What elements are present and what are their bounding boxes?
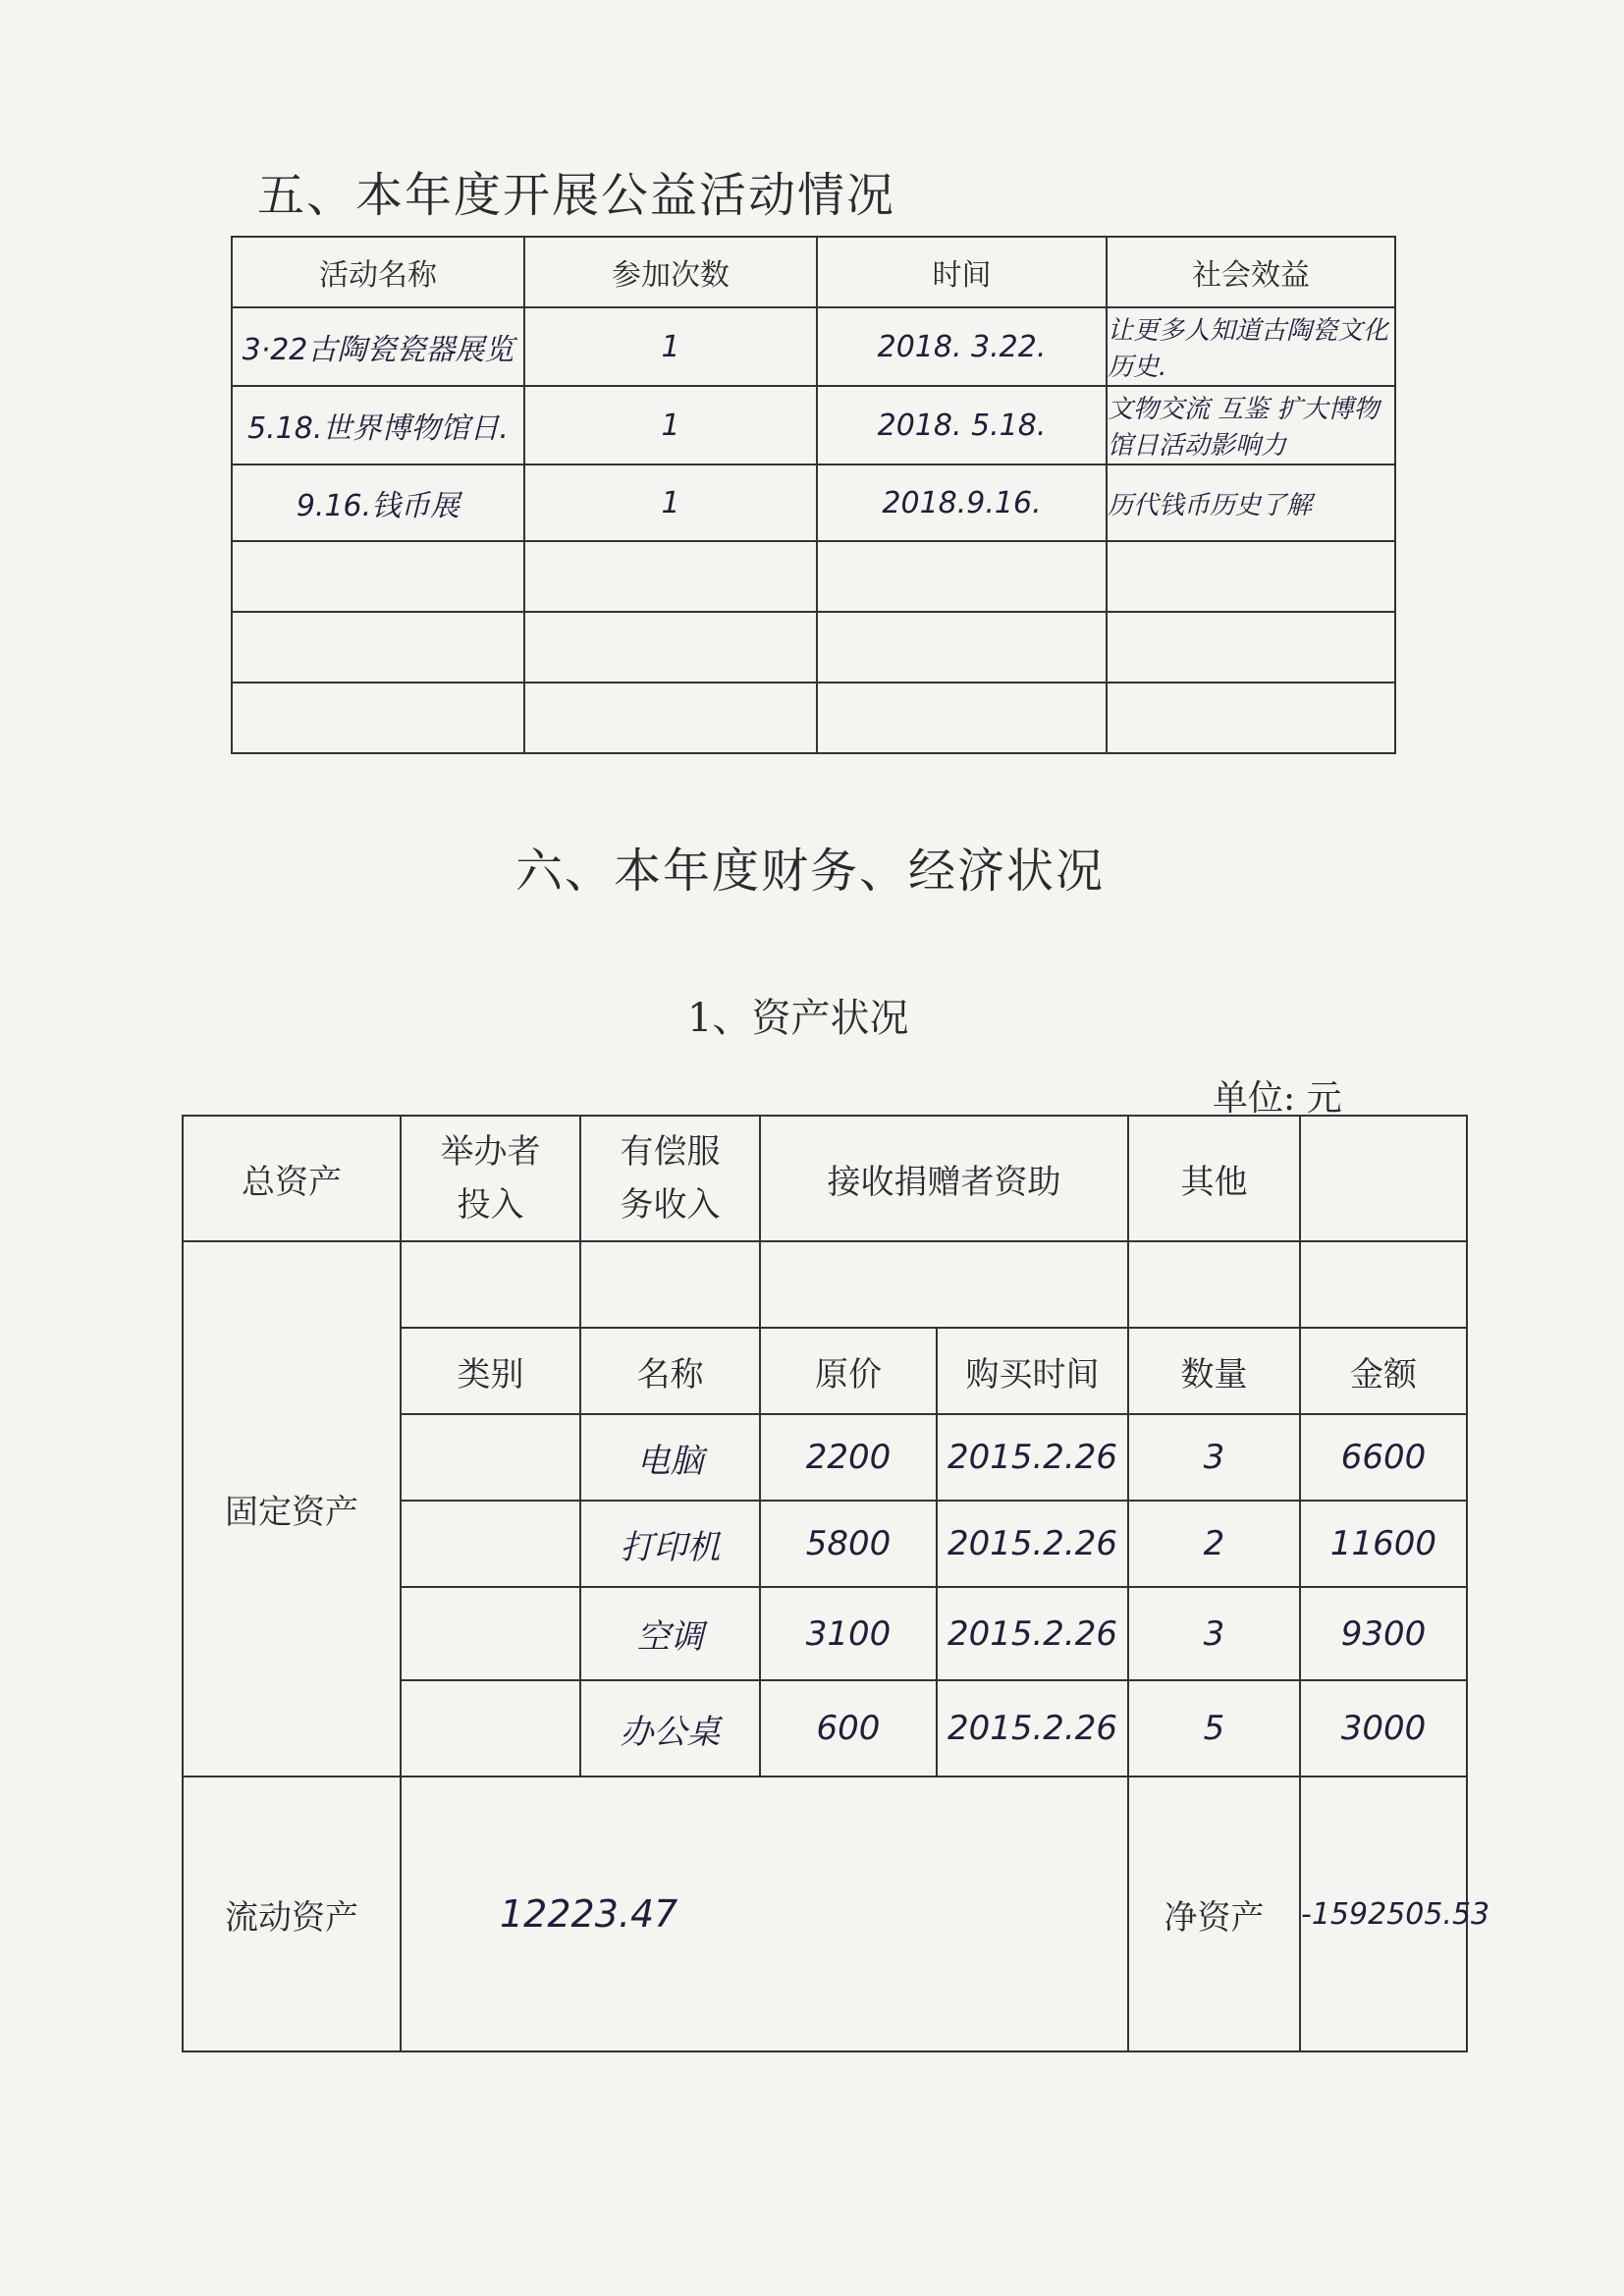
paid-service-label [580,1116,760,1241]
assets-subtitle: 1、资产状况 [687,996,909,1041]
activity-benefit: 让更多人知道古陶瓷文化历史. [1107,307,1395,386]
col-purchase-date: 购买时间 [937,1328,1128,1414]
sponsor-input-label [401,1116,580,1241]
total-assets-label: 总资产 [183,1116,401,1241]
activity-name: 9.16.钱币展 [232,465,524,541]
asset-table [182,1115,1490,2052]
activity-date: 2018. 3.22. [817,307,1107,386]
net-assets-label: 净资产 [1128,1777,1300,2051]
table-row [232,465,1395,541]
activity-date: 2018. 5.18. [817,386,1107,465]
activity-benefit: 文物交流 互鉴 扩大博物馆日活动影响力 [1107,386,1395,465]
other-value [1300,1116,1467,1241]
sponsor-input-line2: 投入 [457,1185,524,1225]
col-item-name: 名称 [580,1328,760,1414]
item-date: 2015.2.26 [937,1501,1128,1587]
item-amount: 6600 [1300,1414,1467,1501]
item-date: 2015.2.26 [937,1414,1128,1501]
table-row [232,541,1395,612]
item-name: 电脑 [580,1414,760,1501]
item-qty: 3 [1128,1587,1300,1680]
activity-count: 1 [524,386,817,465]
item-qty: 3 [1128,1414,1300,1501]
paid-service-line1: 有偿服 [620,1132,721,1172]
item-price: 3100 [760,1587,937,1680]
unit-label: 单位: 元 [1213,1078,1342,1119]
item-date: 2015.2.26 [937,1587,1128,1680]
item-amount: 11600 [1300,1501,1467,1587]
current-assets-value: 12223.47 [401,1777,1128,2051]
item-amount: 9300 [1300,1587,1467,1680]
item-name: 办公桌 [580,1680,760,1777]
activity-count: 1 [524,307,817,386]
col-quantity: 数量 [1128,1328,1300,1414]
col-participation-count: 参加次数 [524,237,817,307]
table-row [232,386,1395,465]
item-price: 5800 [760,1501,937,1587]
section5-title: 五、本年度开展公益活动情况 [257,168,896,223]
other-label: 其他 [1128,1116,1300,1241]
activity-date: 2018.9.16. [817,465,1107,541]
col-time: 时间 [817,237,1107,307]
item-date: 2015.2.26 [937,1680,1128,1777]
col-social-benefit: 社会效益 [1107,237,1395,307]
table-row [232,612,1395,683]
fixed-assets-label: 固定资产 [183,1241,401,1777]
activity-table [231,236,1396,754]
sponsor-input-line1: 举办者 [440,1132,541,1172]
activity-name: 3·22古陶瓷瓷器展览 [232,307,524,386]
section6-title: 六、本年度财务、经济状况 [515,844,1106,899]
net-assets-value: -1592505.53 [1300,1777,1467,2051]
paid-service-line2: 务收入 [620,1185,721,1225]
activity-benefit: 历代钱币历史了解 [1107,465,1395,541]
table-row [232,683,1395,753]
item-qty: 5 [1128,1680,1300,1777]
item-qty: 2 [1128,1501,1300,1587]
item-amount: 3000 [1300,1680,1467,1777]
col-amount: 金额 [1300,1328,1467,1414]
item-name: 空调 [580,1587,760,1680]
col-category: 类别 [401,1328,580,1414]
current-assets-label: 流动资产 [183,1777,401,2051]
item-name: 打印机 [580,1501,760,1587]
col-activity-name: 活动名称 [232,237,524,307]
item-price: 2200 [760,1414,937,1501]
item-price: 600 [760,1680,937,1777]
activity-name: 5.18.世界博物馆日. [232,386,524,465]
table-row [232,307,1395,386]
donations-label: 接收捐赠者资助 [760,1116,1128,1241]
activity-count: 1 [524,465,817,541]
col-price: 原价 [760,1328,937,1414]
